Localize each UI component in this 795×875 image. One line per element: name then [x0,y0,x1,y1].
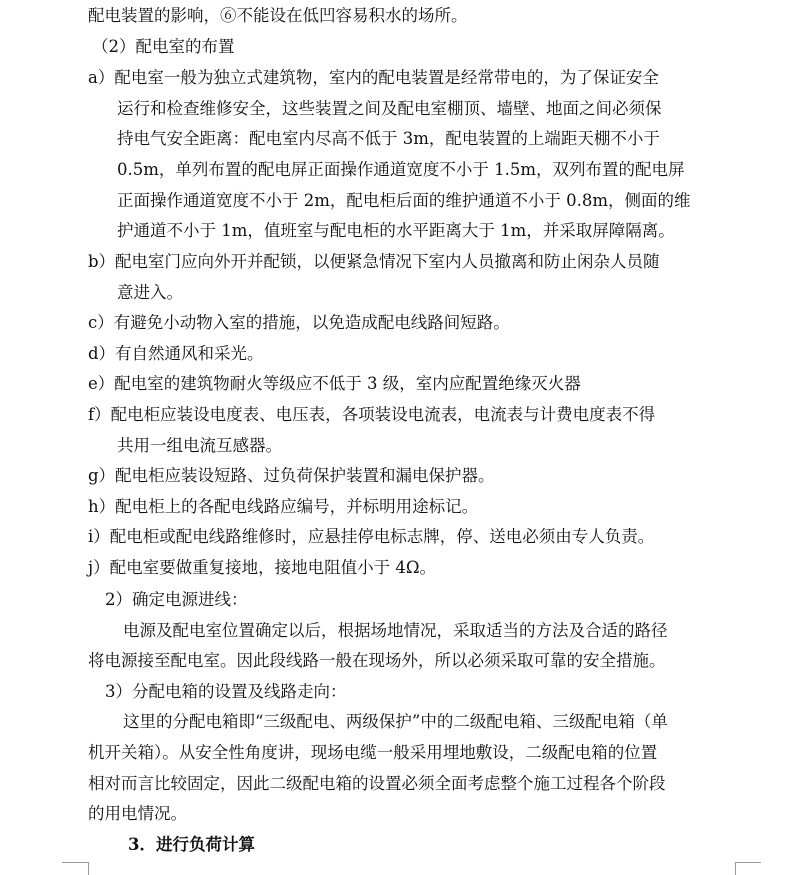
text-line: 意进入。 [117,283,183,302]
text-line: 持电气安全距离：配电室内尽高不低于 3m，配电装置的上端距天棚不小于 [117,129,660,148]
paragraph-line: 这里的分配电箱即“三级配电、两级保护”中的二级配电箱、三级配电箱（单 [123,712,668,731]
list-item-h: h）配电柜上的各配电线路应编号，并标明用途标记。 [88,497,479,516]
list-item-c: c）有避免小动物入室的措施，以免造成配电线路间短路。 [88,313,510,332]
subsection-heading: 3）分配电箱的设置及线路走向： [105,682,347,701]
paragraph-line: 机开关箱）。从安全性角度讲，现场电缆一般采用埋地敷设，二级配电箱的位置 [88,743,658,762]
list-item-i: i）配电柜或配电线路维修时，应悬挂停电标志牌，停、送电必须由专人负责。 [88,527,655,546]
text-line: 共用一组电流互感器。 [117,436,282,455]
text-line: 正面操作通道宽度不小于 2m，配电柜后面的维护通道不小于 0.8m，侧面的维 [117,191,691,210]
paragraph-line: 电源及配电室位置确定以后，根据场地情况，采取适当的方法及合适的路径 [123,621,668,640]
text-line: 运行和检查维修安全，这些装置之间及配电室棚顶、墙壁、地面之间必须保 [117,99,662,118]
paragraph-line: 的用电情况。 [88,804,187,823]
page-corner-mark-left [62,862,88,863]
subsection-heading: 2）确定电源进线： [105,590,248,609]
list-item-f: f）配电柜应装设电度表、电压表，各项装设电流表，电流表与计费电度表不得 [88,405,656,424]
paragraph-line: 将电源接至配电室。因此段线路一般在现场外，所以必须采取可靠的安全措施。 [88,651,666,670]
list-item-j: j）配电室要做重复接地，接地电阻值小于 4Ω。 [88,558,437,577]
list-item-b: b）配电室门应向外开并配锁，以便紧急情况下室内人员撤离和防止闲杂人员随 [88,252,660,271]
list-item-a: a）配电室一般为独立式建筑物，室内的配电装置是经常带电的，为了保证安全 [88,68,659,87]
text-line: 配电装置的影响，⑥不能设在低凹容易积水的场所。 [88,6,468,25]
paragraph-line: 相对而言比较固定，因此二级配电箱的设置必须全面考虑整个施工过程各个阶段 [88,774,666,793]
list-item-e: e）配电室的建筑物耐火等级应不低于 3 级，室内应配置绝缘灭火器 [88,374,581,393]
numbered-heading: 3．进行负荷计算 [128,835,255,854]
text-line: 0.5m，单列布置的配电屏正面操作通道宽度不小于 1.5m，双列布置的配电屏 [117,160,685,179]
text-line: 护通道不小于 1m，值班室与配电柜的水平距离大于 1m，并采取屏障隔离。 [117,221,675,240]
section-heading: （2）配电室的布置 [92,37,235,56]
page-corner-mark-left-vertical [88,862,89,875]
page-corner-mark-right-vertical [735,862,736,875]
list-item-d: d）有自然通风和采光。 [88,344,264,363]
page-corner-mark-right [735,862,761,863]
list-item-g: g）配电柜应装设短路、过负荷保护装置和漏电保护器。 [88,466,495,485]
